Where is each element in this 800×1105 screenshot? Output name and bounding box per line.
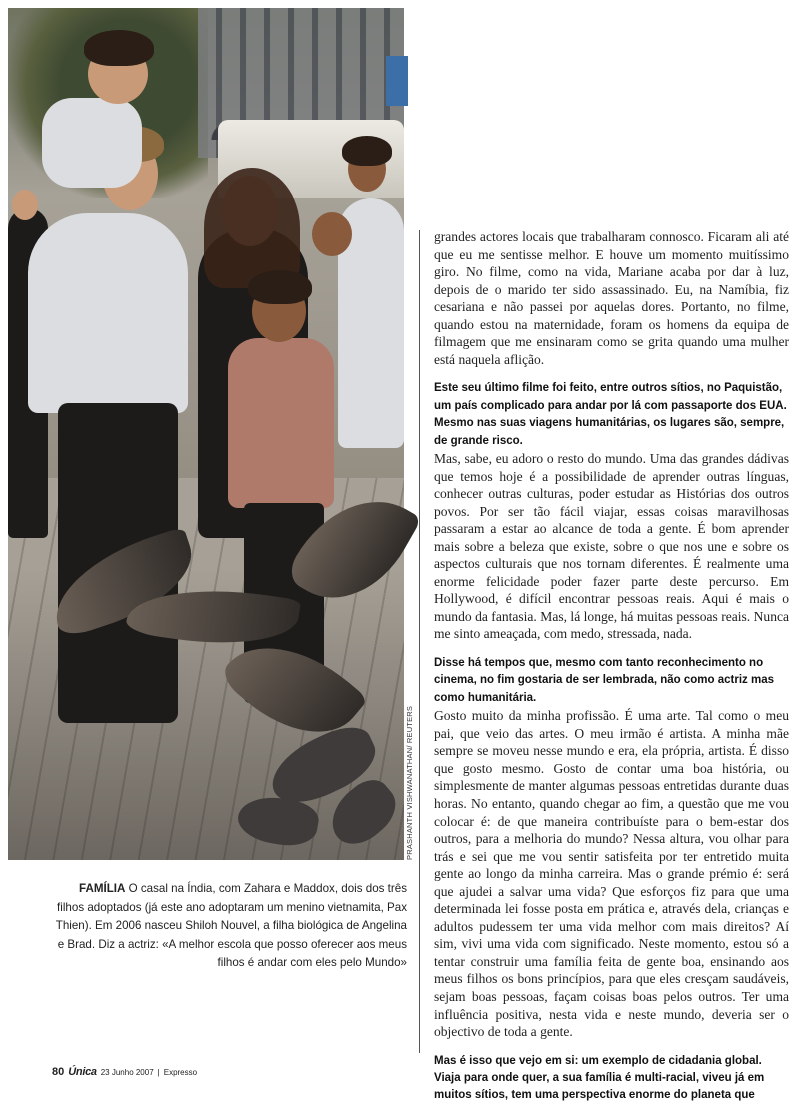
photo-child-hair <box>248 270 312 304</box>
photo-boy-shirt <box>42 98 142 188</box>
photo-caption <box>52 880 407 973</box>
photo-toddler-head <box>312 212 352 256</box>
photo-credit: PRASHANTH VISHWANATHAN/ REUTERS <box>405 705 414 860</box>
column-divider <box>419 230 420 1053</box>
article-photo <box>8 8 404 860</box>
article-column <box>434 228 789 1105</box>
caption-lead: FAMÍLIA <box>79 882 126 895</box>
photo-child-jacket <box>228 338 334 508</box>
footer-separator: | <box>157 1068 160 1077</box>
photo-man-shirt <box>28 213 188 413</box>
article-paragraph: Gosto muito da minha profissão. É uma arte. Tal como o meu pai, que veio das artes. O meu irmão é artista. A minha mãe sempre se moveu nesse mundo e era, ela própria, artista. É disso que gosto mesmo. Gosto de contar uma boa história, ou simplesmente de manter algumas pessoas entretidas durante duas horas. No entanto, quando chegar ao fim, a questão que me vou colocar é: de que maneira contribuíste para o bem-estar dos outros, para a melhoria do mundo? Nessa altura, vou olhar para trás e sei que me vou sentir satisfeita por ter entretido muita gente ao longo da minha carreira. Mas o grande prémio é: será que ajudei a salvar uma vida? Que esforços fiz para que uma determinada lei fosse posta em prática e, através dela, crianças e adultos pudessem ter uma vida melhor com mais direitos? Aí sim, vivi uma vida com significado. Neste momento, estou só a tentar construir uma família feita de gente boa, ensinando aos meus filhos os bons princípios, para que eles cresçam saudáveis, sejam boas pessoas, façam coisas boas pelos outros. Ter uma influência positiva, nesta vida e neste mundo, deveria ser o objectivo de toda a gente. <box>434 708 789 1040</box>
article-paragraph: Mas, sabe, eu adoro o resto do mundo. Uma das grandes dádivas que temos hoje é a possibilidade de aprender outras línguas, conhecer outras culturas, poder estudar as Histórias dos outros povos. Por ser tão fácil viajar, essas coisas maravilhosas passaram a estar ao alcance de toda a gente. É bom aprender mais sobre a beleza que existe, sobre o que nos une e sobre os aspectos culturais que nos tornam diferentes. É realmente uma enorme felicidade poder fazer parte deste percurso. Em Hollywood, é difícil encontrar pessoas reais. Aqui é mais o mundo da fantasia. Mas, lá longe, há muitas pessoas reais. Nunca me sinto ameaçada, com medo, stressada, nada. <box>434 451 789 642</box>
interview-question: Este seu último filme foi feito, entre outros sítios, no Paquistão, um país complicado para andar por lá com passaporte dos EUA. Mesmo nas suas viagens humanitárias, os lugares são, sempre, de grande risco. <box>434 382 787 447</box>
photo-person-left-head <box>12 190 38 220</box>
issue-date: 23 Junho 2007 <box>100 1068 154 1077</box>
photo-banner <box>386 56 408 106</box>
magazine-logo: Única <box>68 1066 97 1078</box>
page-number: 80 <box>52 1066 65 1078</box>
page-footer <box>52 1066 197 1078</box>
photo-person-right-hair <box>342 136 392 166</box>
article-paragraph: grandes actores locais que trabalharam connosco. Ficaram ali até que eu me sentisse melhor. E houve um momento muitíssimo giro. No filme, como na vida, Mariane acaba por dar à luz, depois de o marido ter sido assassinado. Eu, na Namíbia, fiz cesariana e não passei por aquelas dores. Portanto, no filme, quando estou na maternidade, foram os homens da equipa de filmagem que me ensinaram como se grita quando uma mulher está naquela aflição. <box>434 229 789 367</box>
photo-boy-hair <box>84 30 154 66</box>
interview-question: Mas é isso que vejo em si: um exemplo de cidadania global. Viaja para onde quer, a sua família é multi-racial, viveu já em muitos sítios, tem uma perspectiva enorme do planeta que <box>434 1054 765 1102</box>
publication-name: Expresso <box>163 1068 198 1077</box>
interview-question: Disse há tempos que, mesmo com tanto reconhecimento no cinema, no fim gostaria de ser lembrada, não como actriz mas como humanitária. <box>434 657 775 704</box>
caption-text: O casal na Índia, com Zahara e Maddox, dois dos três filhos adoptados (já este ano adoptaram um menino vietnamita, Pax Thien). Em 2006 nasceu Shiloh Nouvel, a filha biológica de Angelina e Brad. Diz a actriz: «A melhor escola que posso oferecer aos meus filhos é andar com eles pelo Mundo» <box>55 882 407 970</box>
